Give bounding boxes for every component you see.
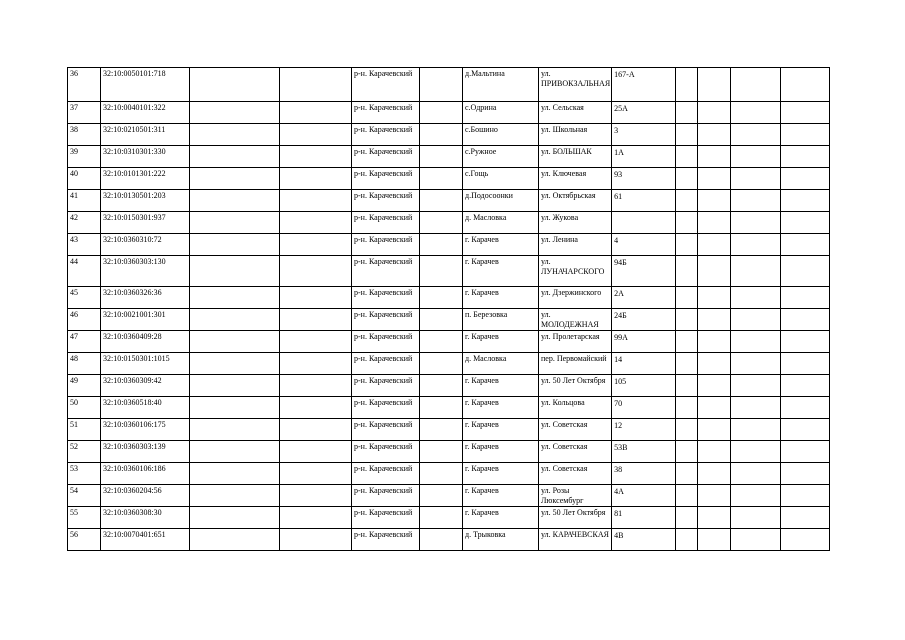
empty-cell — [731, 146, 781, 168]
cadastral-number: 32:10:0040101:322 — [101, 102, 190, 124]
empty-cell — [190, 419, 280, 441]
empty-cell — [781, 234, 830, 256]
street-name: ул. Октябрьская — [539, 190, 612, 212]
house-number: 4А — [612, 485, 676, 507]
row-number: 53 — [68, 463, 101, 485]
empty-cell — [698, 529, 731, 551]
house-number: 24Б — [612, 309, 676, 331]
empty-cell — [781, 463, 830, 485]
empty-cell — [781, 168, 830, 190]
cadastral-number: 32:10:0360518:40 — [101, 397, 190, 419]
empty-cell — [781, 441, 830, 463]
district-name: р-н. Карачевский — [352, 234, 420, 256]
house-number: 70 — [612, 397, 676, 419]
table-row — [68, 463, 830, 485]
cadastral-number: 32:10:0360308:30 — [101, 507, 190, 529]
street-name: ул. Сельская — [539, 102, 612, 124]
cadastral-number: 32:10:0210501:311 — [101, 124, 190, 146]
empty-cell — [420, 102, 463, 124]
cadastral-number: 32:10:0360326:36 — [101, 287, 190, 309]
row-number: 56 — [68, 529, 101, 551]
empty-cell — [731, 441, 781, 463]
empty-cell — [781, 309, 830, 331]
empty-cell — [420, 234, 463, 256]
empty-cell — [731, 68, 781, 102]
empty-cell — [731, 309, 781, 331]
locality-name: с.Бошино — [463, 124, 539, 146]
empty-cell — [698, 234, 731, 256]
empty-cell — [781, 124, 830, 146]
empty-cell — [676, 256, 698, 287]
empty-cell — [676, 146, 698, 168]
locality-name: п. Березовка — [463, 309, 539, 331]
house-number: 2А — [612, 287, 676, 309]
empty-cell — [698, 256, 731, 287]
empty-cell — [280, 507, 352, 529]
cadastral-number: 32:10:0360106:186 — [101, 463, 190, 485]
empty-cell — [420, 441, 463, 463]
empty-cell — [676, 212, 698, 234]
empty-cell — [731, 507, 781, 529]
district-name: р-н. Карачевский — [352, 146, 420, 168]
locality-name: д.Мальтина — [463, 68, 539, 102]
house-number: 14 — [612, 353, 676, 375]
district-name: р-н. Карачевский — [352, 507, 420, 529]
empty-cell — [190, 375, 280, 397]
empty-cell — [676, 190, 698, 212]
street-name: ул. Советская — [539, 441, 612, 463]
empty-cell — [280, 256, 352, 287]
locality-name: д.Подосоонки — [463, 190, 539, 212]
district-name: р-н. Карачевский — [352, 331, 420, 353]
empty-cell — [698, 397, 731, 419]
street-name: ул. Розы Люксембург — [539, 485, 612, 507]
locality-name: г. Карачев — [463, 256, 539, 287]
street-name: ул. Школьная — [539, 124, 612, 146]
empty-cell — [420, 353, 463, 375]
table-row — [68, 146, 830, 168]
register-body — [68, 68, 830, 551]
empty-cell — [676, 375, 698, 397]
empty-cell — [280, 529, 352, 551]
locality-name: г. Карачев — [463, 441, 539, 463]
empty-cell — [280, 102, 352, 124]
district-name: р-н. Карачевский — [352, 168, 420, 190]
house-number: 4 — [612, 234, 676, 256]
table-row — [68, 212, 830, 234]
row-number: 45 — [68, 287, 101, 309]
street-name: ул. ПРИВОКЗАЛЬНАЯ — [539, 68, 612, 102]
locality-name: д. Масловка — [463, 212, 539, 234]
empty-cell — [280, 353, 352, 375]
street-name: ул. Жукова — [539, 212, 612, 234]
empty-cell — [280, 331, 352, 353]
empty-cell — [781, 529, 830, 551]
empty-cell — [420, 256, 463, 287]
empty-cell — [698, 124, 731, 146]
table-row — [68, 331, 830, 353]
empty-cell — [190, 353, 280, 375]
street-name: ул. Пролетарская — [539, 331, 612, 353]
empty-cell — [280, 168, 352, 190]
empty-cell — [190, 287, 280, 309]
empty-cell — [781, 397, 830, 419]
row-number: 37 — [68, 102, 101, 124]
empty-cell — [731, 190, 781, 212]
locality-name: г. Карачев — [463, 287, 539, 309]
district-name: р-н. Карачевский — [352, 309, 420, 331]
district-name: р-н. Карачевский — [352, 441, 420, 463]
street-name: ул. ЛУНАЧАРСКОГО — [539, 256, 612, 287]
empty-cell — [420, 68, 463, 102]
empty-cell — [280, 190, 352, 212]
locality-name: г. Карачев — [463, 485, 539, 507]
street-name: ул. Советская — [539, 419, 612, 441]
empty-cell — [731, 124, 781, 146]
table-row — [68, 190, 830, 212]
empty-cell — [698, 287, 731, 309]
empty-cell — [280, 397, 352, 419]
empty-cell — [280, 485, 352, 507]
locality-name: с.Ружное — [463, 146, 539, 168]
district-name: р-н. Карачевский — [352, 287, 420, 309]
empty-cell — [698, 168, 731, 190]
empty-cell — [676, 397, 698, 419]
empty-cell — [676, 463, 698, 485]
street-name: ул. 50 Лет Октября — [539, 375, 612, 397]
empty-cell — [420, 375, 463, 397]
empty-cell — [676, 234, 698, 256]
empty-cell — [280, 309, 352, 331]
empty-cell — [698, 212, 731, 234]
empty-cell — [420, 463, 463, 485]
locality-name: г. Карачев — [463, 234, 539, 256]
district-name: р-н. Карачевский — [352, 485, 420, 507]
empty-cell — [698, 419, 731, 441]
house-number: 1А — [612, 146, 676, 168]
empty-cell — [190, 102, 280, 124]
empty-cell — [190, 234, 280, 256]
locality-name: г. Карачев — [463, 463, 539, 485]
empty-cell — [698, 485, 731, 507]
empty-cell — [420, 212, 463, 234]
empty-cell — [781, 68, 830, 102]
empty-cell — [420, 309, 463, 331]
empty-cell — [698, 353, 731, 375]
empty-cell — [781, 331, 830, 353]
street-name: ул. Дзержинского — [539, 287, 612, 309]
empty-cell — [676, 309, 698, 331]
empty-cell — [190, 529, 280, 551]
empty-cell — [676, 441, 698, 463]
house-number: 94Б — [612, 256, 676, 287]
empty-cell — [190, 507, 280, 529]
street-name: ул. КАРАЧЕВСКАЯ — [539, 529, 612, 551]
empty-cell — [781, 146, 830, 168]
cadastral-number: 32:10:0360310:72 — [101, 234, 190, 256]
empty-cell — [420, 287, 463, 309]
table-row — [68, 102, 830, 124]
cadastral-number: 32:10:0360409:28 — [101, 331, 190, 353]
street-name: ул. Советская — [539, 463, 612, 485]
empty-cell — [190, 463, 280, 485]
empty-cell — [190, 256, 280, 287]
empty-cell — [781, 485, 830, 507]
district-name: р-н. Карачевский — [352, 529, 420, 551]
row-number: 41 — [68, 190, 101, 212]
empty-cell — [280, 441, 352, 463]
table-row — [68, 353, 830, 375]
empty-cell — [731, 463, 781, 485]
row-number: 40 — [68, 168, 101, 190]
row-number: 46 — [68, 309, 101, 331]
row-number: 44 — [68, 256, 101, 287]
district-name: р-н. Карачевский — [352, 212, 420, 234]
empty-cell — [676, 507, 698, 529]
empty-cell — [676, 485, 698, 507]
empty-cell — [190, 68, 280, 102]
street-name: ул. 50 Лет Октября — [539, 507, 612, 529]
empty-cell — [731, 397, 781, 419]
table-row — [68, 168, 830, 190]
cadastral-number: 32:10:0360309:42 — [101, 375, 190, 397]
street-name: ул. Ленина — [539, 234, 612, 256]
empty-cell — [781, 102, 830, 124]
cadastral-number: 32:10:0101301:222 — [101, 168, 190, 190]
cadastral-number: 32:10:0150301:1015 — [101, 353, 190, 375]
empty-cell — [420, 485, 463, 507]
empty-cell — [781, 419, 830, 441]
empty-cell — [280, 287, 352, 309]
empty-cell — [698, 463, 731, 485]
table-row — [68, 124, 830, 146]
empty-cell — [190, 212, 280, 234]
row-number: 48 — [68, 353, 101, 375]
cadastral-number: 32:10:0360204:56 — [101, 485, 190, 507]
district-name: р-н. Карачевский — [352, 419, 420, 441]
district-name: р-н. Карачевский — [352, 124, 420, 146]
locality-name: с.Гощь — [463, 168, 539, 190]
empty-cell — [731, 168, 781, 190]
cadastral-number: 32:10:0360303:139 — [101, 441, 190, 463]
empty-cell — [676, 419, 698, 441]
property-register-table — [67, 67, 830, 551]
empty-cell — [698, 375, 731, 397]
house-number: 25А — [612, 102, 676, 124]
empty-cell — [731, 419, 781, 441]
row-number: 36 — [68, 68, 101, 102]
empty-cell — [698, 507, 731, 529]
cadastral-number: 32:10:0310301:330 — [101, 146, 190, 168]
empty-cell — [420, 146, 463, 168]
empty-cell — [676, 68, 698, 102]
empty-cell — [280, 124, 352, 146]
empty-cell — [731, 256, 781, 287]
street-name: ул. Кольцова — [539, 397, 612, 419]
empty-cell — [781, 287, 830, 309]
empty-cell — [731, 353, 781, 375]
locality-name: г. Карачев — [463, 419, 539, 441]
empty-cell — [420, 397, 463, 419]
house-number: 99А — [612, 331, 676, 353]
row-number: 52 — [68, 441, 101, 463]
empty-cell — [698, 331, 731, 353]
empty-cell — [731, 331, 781, 353]
cadastral-number: 32:10:0360303:130 — [101, 256, 190, 287]
row-number: 54 — [68, 485, 101, 507]
empty-cell — [698, 102, 731, 124]
empty-cell — [698, 441, 731, 463]
cadastral-number: 32:10:0050101:718 — [101, 68, 190, 102]
table-row — [68, 529, 830, 551]
cadastral-number: 32:10:0070401:651 — [101, 529, 190, 551]
empty-cell — [280, 463, 352, 485]
empty-cell — [676, 529, 698, 551]
empty-cell — [280, 146, 352, 168]
empty-cell — [698, 309, 731, 331]
house-number: 53В — [612, 441, 676, 463]
table-row — [68, 507, 830, 529]
empty-cell — [698, 146, 731, 168]
street-name: пер. Первомайский — [539, 353, 612, 375]
empty-cell — [731, 375, 781, 397]
empty-cell — [420, 168, 463, 190]
empty-cell — [280, 68, 352, 102]
locality-name: д. Трыковка — [463, 529, 539, 551]
district-name: р-н. Карачевский — [352, 463, 420, 485]
empty-cell — [190, 168, 280, 190]
house-number: 3 — [612, 124, 676, 146]
empty-cell — [190, 441, 280, 463]
empty-cell — [698, 190, 731, 212]
empty-cell — [781, 507, 830, 529]
empty-cell — [676, 168, 698, 190]
empty-cell — [698, 68, 731, 102]
empty-cell — [280, 212, 352, 234]
table-row — [68, 256, 830, 287]
house-number: 4В — [612, 529, 676, 551]
empty-cell — [731, 102, 781, 124]
empty-cell — [781, 256, 830, 287]
empty-cell — [420, 529, 463, 551]
row-number: 50 — [68, 397, 101, 419]
empty-cell — [781, 212, 830, 234]
house-number: 12 — [612, 419, 676, 441]
district-name: р-н. Карачевский — [352, 256, 420, 287]
house-number: 167-А — [612, 68, 676, 102]
row-number: 38 — [68, 124, 101, 146]
row-number: 55 — [68, 507, 101, 529]
table-row — [68, 419, 830, 441]
empty-cell — [190, 190, 280, 212]
table-row — [68, 309, 830, 331]
empty-cell — [420, 124, 463, 146]
empty-cell — [280, 419, 352, 441]
locality-name: д. Масловка — [463, 353, 539, 375]
row-number: 51 — [68, 419, 101, 441]
empty-cell — [190, 485, 280, 507]
house-number: 81 — [612, 507, 676, 529]
district-name: р-н. Карачевский — [352, 397, 420, 419]
empty-cell — [731, 287, 781, 309]
district-name: р-н. Карачевский — [352, 102, 420, 124]
empty-cell — [280, 234, 352, 256]
table-row — [68, 68, 830, 102]
row-number: 47 — [68, 331, 101, 353]
street-name: ул. БОЛЬШАК — [539, 146, 612, 168]
table-row — [68, 441, 830, 463]
cadastral-number: 32:10:0360106:175 — [101, 419, 190, 441]
row-number: 43 — [68, 234, 101, 256]
empty-cell — [420, 331, 463, 353]
table-row — [68, 485, 830, 507]
house-number — [612, 212, 676, 234]
empty-cell — [731, 485, 781, 507]
locality-name: г. Карачев — [463, 507, 539, 529]
empty-cell — [420, 419, 463, 441]
street-name: ул. Ключевая — [539, 168, 612, 190]
empty-cell — [190, 146, 280, 168]
row-number: 49 — [68, 375, 101, 397]
row-number: 39 — [68, 146, 101, 168]
table-row — [68, 397, 830, 419]
empty-cell — [190, 124, 280, 146]
empty-cell — [781, 190, 830, 212]
house-number: 38 — [612, 463, 676, 485]
district-name: р-н. Карачевский — [352, 190, 420, 212]
locality-name: г. Карачев — [463, 375, 539, 397]
empty-cell — [676, 331, 698, 353]
empty-cell — [420, 507, 463, 529]
empty-cell — [781, 375, 830, 397]
house-number: 61 — [612, 190, 676, 212]
district-name: р-н. Карачевский — [352, 353, 420, 375]
district-name: р-н. Карачевский — [352, 68, 420, 102]
empty-cell — [731, 212, 781, 234]
empty-cell — [676, 287, 698, 309]
empty-cell — [676, 353, 698, 375]
cadastral-number: 32:10:0130501:203 — [101, 190, 190, 212]
table-row — [68, 375, 830, 397]
table-row — [68, 287, 830, 309]
locality-name: г. Карачев — [463, 397, 539, 419]
district-name: р-н. Карачевский — [352, 375, 420, 397]
locality-name: г. Карачев — [463, 331, 539, 353]
empty-cell — [781, 353, 830, 375]
empty-cell — [420, 190, 463, 212]
house-number: 93 — [612, 168, 676, 190]
empty-cell — [190, 397, 280, 419]
empty-cell — [731, 529, 781, 551]
empty-cell — [731, 234, 781, 256]
locality-name: с.Одрина — [463, 102, 539, 124]
empty-cell — [280, 375, 352, 397]
row-number: 42 — [68, 212, 101, 234]
street-name: ул. МОЛОДЕЖНАЯ — [539, 309, 612, 331]
cadastral-number: 32:10:0021001:301 — [101, 309, 190, 331]
table-row — [68, 234, 830, 256]
cadastral-number: 32:10:0150301:937 — [101, 212, 190, 234]
house-number: 105 — [612, 375, 676, 397]
empty-cell — [676, 102, 698, 124]
empty-cell — [190, 309, 280, 331]
empty-cell — [676, 124, 698, 146]
empty-cell — [190, 331, 280, 353]
